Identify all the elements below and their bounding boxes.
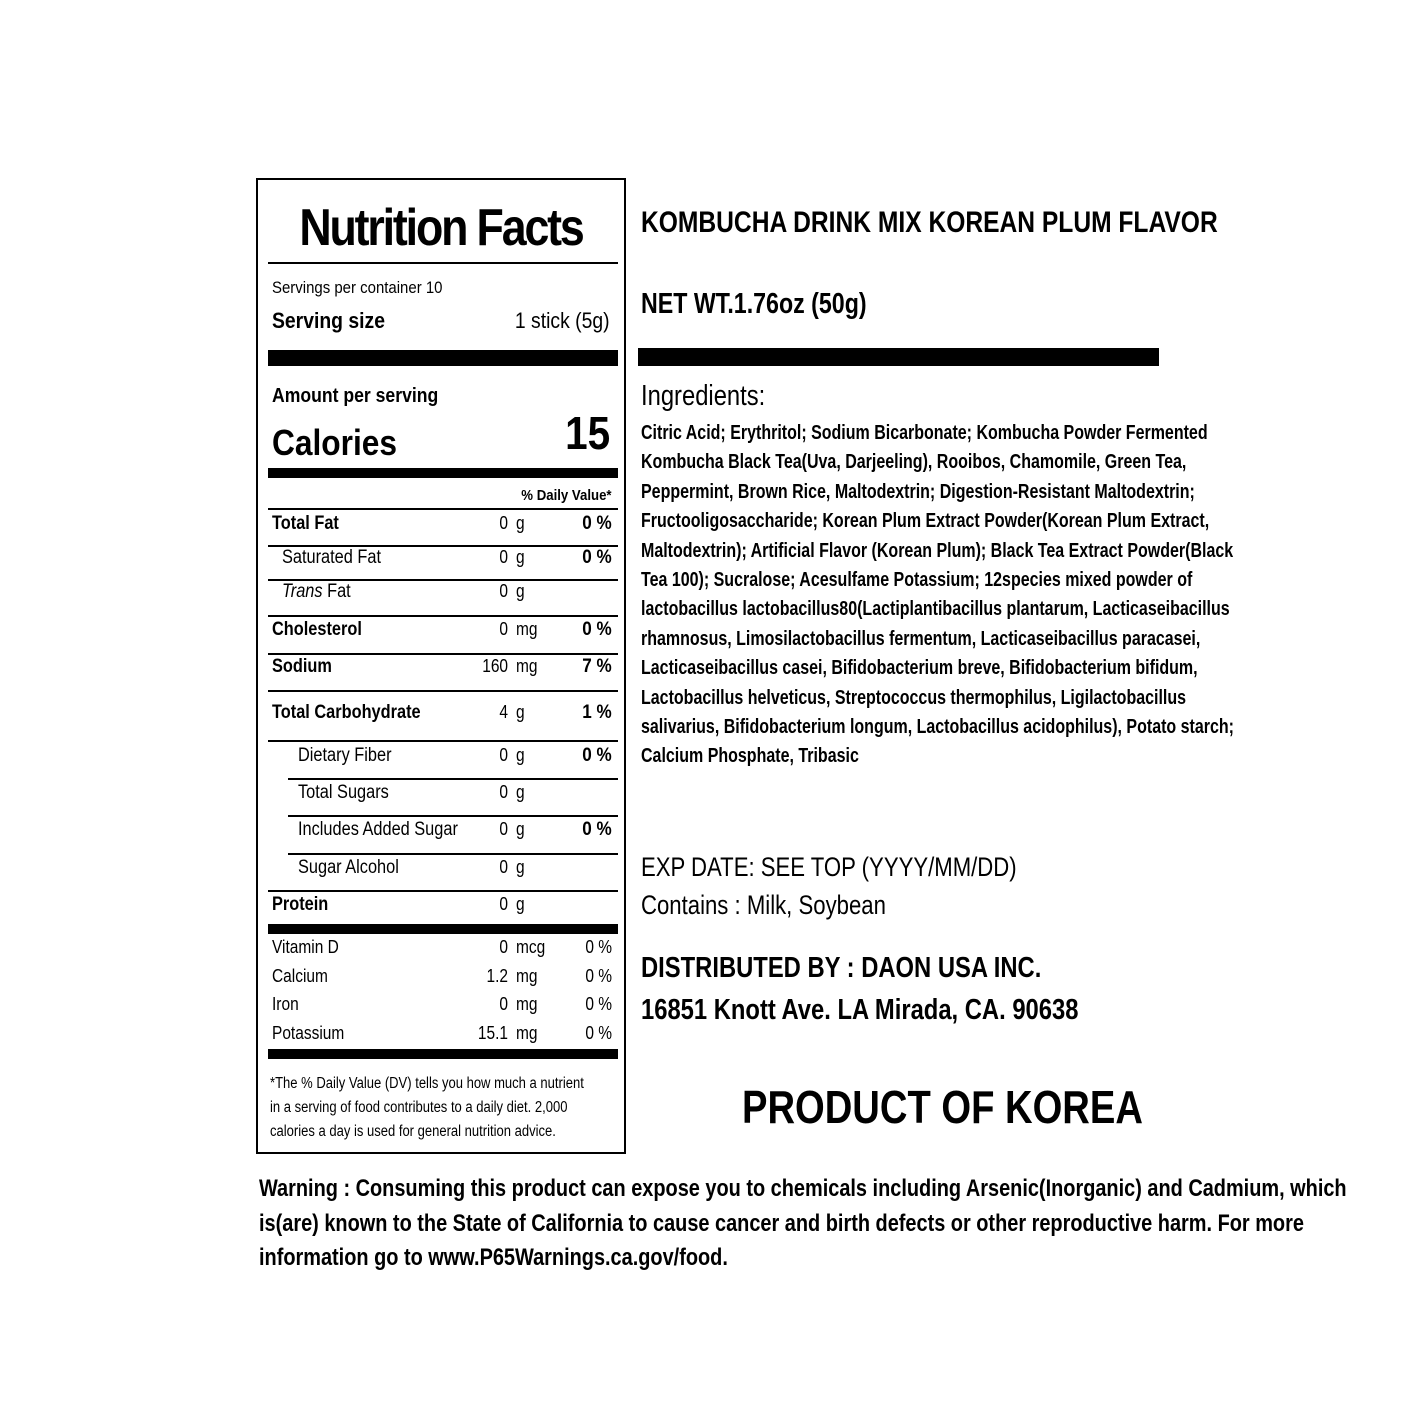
vitamin-daily-value: 0 %	[585, 937, 612, 957]
thick-divider	[268, 1049, 618, 1059]
nutrient-daily-value: 0 %	[582, 819, 612, 840]
distributor-address: 16851 Knott Ave. LA Mirada, CA. 90638	[641, 994, 1079, 1026]
nutrient-name: Protein	[272, 894, 329, 915]
row-divider	[288, 815, 618, 817]
vitamin-name: Vitamin D	[272, 937, 339, 957]
nutrient-name: Cholesterol	[272, 619, 362, 640]
ingredients-list	[641, 419, 1234, 772]
nutrient-row-total-sugars	[268, 782, 618, 817]
distributor-name: DISTRIBUTED BY : DAON USA INC.	[641, 952, 1042, 984]
nutrient-amount: 0	[499, 547, 508, 567]
nutrient-amount: 0	[499, 782, 508, 802]
vitamin-unit: mcg	[516, 937, 546, 957]
daily-value-footnote	[270, 1072, 584, 1144]
row-divider	[288, 778, 618, 780]
vitamin-unit: mg	[516, 1023, 538, 1043]
product-name: KOMBUCHA DRINK MIX KOREAN PLUM FLAVOR	[641, 206, 1218, 239]
nutrient-name: Sodium	[272, 656, 332, 677]
calories-value: 15	[564, 407, 610, 459]
nutrient-name-italic: Trans	[282, 581, 323, 602]
allergen-statement: Contains : Milk, Soybean	[641, 890, 886, 920]
ingredients-line: Calcium Phosphate, Tribasic	[641, 745, 859, 768]
nutrient-amount: 0	[499, 857, 508, 877]
nutrient-daily-value: 1 %	[582, 702, 612, 723]
thick-divider	[268, 350, 618, 366]
nutrient-row-dietary-fiber	[268, 745, 618, 780]
nutrient-row-protein	[268, 894, 618, 928]
nutrient-unit: g	[516, 702, 525, 722]
footnote-line: *The % Daily Value (DV) tells you how much a nutrient	[270, 1075, 584, 1092]
row-divider	[268, 740, 618, 742]
nutrient-daily-value: 0 %	[582, 745, 612, 766]
vitamin-row-calcium	[268, 966, 618, 994]
nutrient-daily-value: 0 %	[582, 513, 612, 534]
nutrient-amount: 0	[499, 894, 508, 914]
row-divider	[288, 853, 618, 855]
nutrient-amount: 0	[499, 745, 508, 765]
nutrient-name: Sugar Alcohol	[298, 857, 399, 878]
ingredients-line: Tea 100); Sucralose; Acesulfame Potassium; 12species mixed powder of	[641, 569, 1193, 592]
nutrient-row-sodium	[268, 656, 618, 692]
nutrition-facts-panel	[256, 178, 626, 1154]
nutrient-name: Dietary Fiber	[298, 745, 392, 766]
nutrient-unit: g	[516, 581, 525, 601]
ingredients-line: Citric Acid; Erythritol; Sodium Bicarbonate; Kombucha Powder Fermented	[641, 422, 1208, 444]
daily-value-header: % Daily Value*	[521, 487, 612, 504]
nutrient-daily-value: 0 %	[582, 619, 612, 640]
nutrient-daily-value: 7 %	[582, 656, 612, 677]
vitamin-row-iron	[268, 994, 618, 1022]
nutrient-unit: g	[516, 857, 525, 877]
row-divider	[268, 653, 618, 655]
calories-label: Calories	[272, 422, 398, 463]
nutrient-row-added-sugar	[268, 819, 618, 855]
vitamin-daily-value: 0 %	[585, 994, 612, 1014]
vitamin-name: Calcium	[272, 966, 328, 986]
ingredients-line: rhamnosus, Limosilactobacillus fermentum, Lacticaseibacillus paracasei,	[641, 627, 1201, 650]
thick-divider	[268, 924, 618, 934]
ingredients-line: Peppermint, Brown Rice, Maltodextrin; Digestion-Resistant Maltodextrin;	[641, 480, 1195, 503]
nutrient-unit: g	[516, 782, 525, 802]
nutrient-name: Saturated Fat	[282, 547, 382, 568]
nutrient-unit: g	[516, 894, 525, 914]
prop65-warning	[259, 1172, 1347, 1276]
ingredients-line: salivarius, Bifidobacterium longum, Lactobacillus acidophilus), Potato starch;	[641, 716, 1234, 739]
nutrient-unit: g	[516, 819, 525, 839]
amount-per-serving-label: Amount per serving	[272, 385, 439, 407]
ingredients-line: Maltodextrin); Artificial Flavor (Korean Plum); Black Tea Extract Powder(Black	[641, 539, 1234, 562]
ingredients-title: Ingredients:	[641, 380, 766, 412]
nutrient-row-total-fat	[268, 513, 618, 547]
nutrient-row-cholesterol	[268, 619, 618, 655]
ingredients-line: Kombucha Black Tea(Uva, Darjeeling), Rooibos, Chamomile, Green Tea,	[641, 451, 1187, 474]
nutrient-amount: 0	[499, 819, 508, 839]
row-divider	[268, 890, 618, 892]
vitamin-amount: 0	[499, 994, 508, 1014]
nutrient-unit: mg	[516, 656, 538, 676]
expiration-date: EXP DATE: SEE TOP (YYYY/MM/DD)	[641, 852, 1017, 882]
nutrient-amount: 0	[499, 619, 508, 639]
country-of-origin: PRODUCT OF KOREA	[742, 1081, 1143, 1133]
divider	[268, 508, 618, 510]
vitamin-name: Iron	[272, 994, 299, 1014]
nutrient-name: Includes Added Sugar	[298, 819, 458, 840]
vitamin-row-potassium	[268, 1023, 618, 1051]
nutrient-name: Total Fat	[272, 513, 339, 534]
ingredients-line: lactobacillus lactobacillus80(Lactiplantibacillus plantarum, Lacticaseibacillus	[641, 598, 1230, 621]
vitamin-unit: mg	[516, 966, 538, 986]
vitamin-daily-value: 0 %	[585, 1023, 612, 1043]
servings-per-container: Servings per container 10	[272, 278, 443, 297]
warning-line: information go to www.P65Warnings.ca.gov/food.	[259, 1244, 728, 1271]
nutrient-row-sugar-alcohol	[268, 857, 618, 892]
nutrient-name-rest: Fat	[322, 581, 351, 602]
vitamin-daily-value: 0 %	[585, 966, 612, 986]
warning-line: is(are) known to the State of California to cause cancer and birth defects or other reproductive harm. For more	[259, 1209, 1304, 1237]
nutrient-row-trans-fat	[268, 581, 618, 617]
nutrient-name: Total Sugars	[298, 782, 389, 803]
net-weight: NET WT.1.76oz (50g)	[641, 288, 867, 320]
divider	[268, 262, 618, 264]
nutrient-unit: g	[516, 745, 525, 765]
ingredients-line: Lacticaseibacillus casei, Bifidobacterium breve, Bifidobacterium bifidum,	[641, 657, 1198, 680]
vitamin-amount: 15.1	[477, 1023, 508, 1043]
ingredients-line: Lactobacillus helveticus, Streptococcus thermophilus, Ligilactobacillus	[641, 686, 1187, 709]
nutrition-facts-title: Nutrition Facts	[299, 199, 583, 257]
vitamin-row-vitamin-d	[268, 937, 618, 965]
row-divider	[268, 690, 618, 692]
serving-size-label: Serving size	[272, 308, 385, 333]
vitamin-amount: 0	[499, 937, 508, 957]
serving-size-value: 1 stick (5g)	[515, 308, 610, 333]
nutrient-amount: 160	[482, 656, 508, 676]
vitamin-name: Potassium	[272, 1023, 345, 1043]
nutrient-name	[282, 581, 351, 603]
nutrient-unit: g	[516, 513, 525, 533]
ingredients-line: Fructooligosaccharide; Korean Plum Extract Powder(Korean Plum Extract,	[641, 510, 1210, 533]
nutrient-row-saturated-fat	[268, 547, 618, 581]
thick-divider	[268, 468, 618, 478]
nutrient-amount: 0	[499, 581, 508, 601]
vitamin-amount: 1.2	[486, 966, 508, 986]
row-divider	[268, 615, 618, 617]
nutrient-unit: mg	[516, 619, 538, 639]
nutrient-amount: 4	[499, 702, 508, 722]
thick-divider	[638, 348, 1159, 366]
footnote-line: calories a day is used for general nutrition advice.	[270, 1123, 556, 1140]
nutrient-amount: 0	[499, 513, 508, 533]
nutrient-unit: g	[516, 547, 525, 567]
nutrient-name: Total Carbohydrate	[272, 702, 421, 723]
footnote-line: in a serving of food contributes to a daily diet. 2,000	[270, 1099, 568, 1116]
nutrient-row-total-carbohydrate	[268, 694, 618, 742]
vitamin-unit: mg	[516, 994, 538, 1014]
warning-line: Warning : Consuming this product can expose you to chemicals including Arsenic(Inorganic) and Cadmium, which	[259, 1175, 1347, 1202]
nutrient-daily-value: 0 %	[582, 547, 612, 568]
